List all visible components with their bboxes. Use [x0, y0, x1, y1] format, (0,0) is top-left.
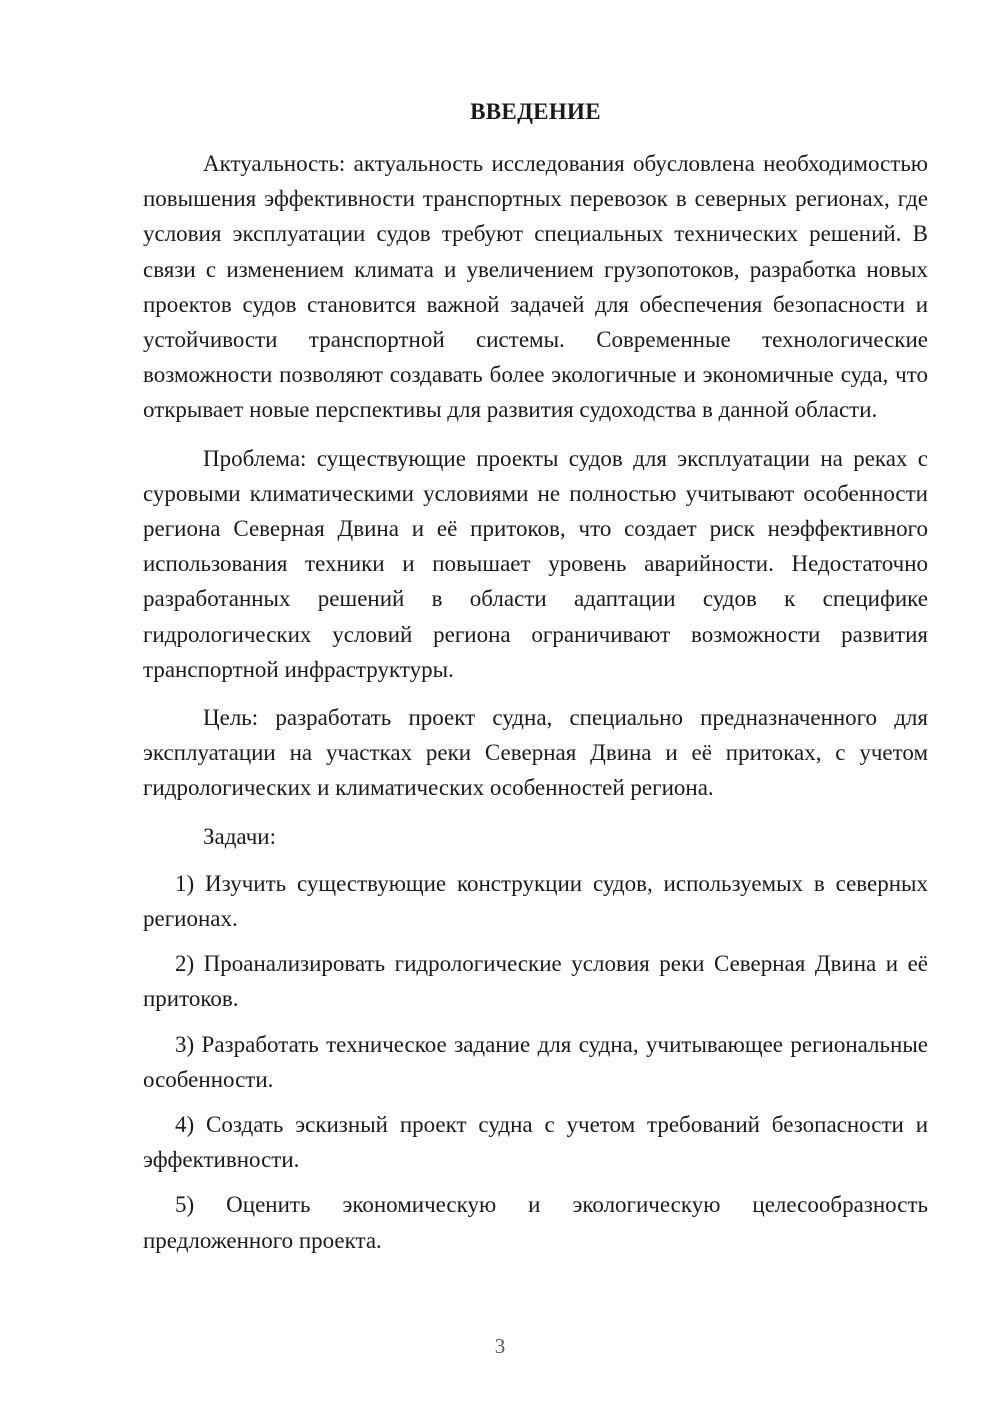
document-page — [143, 92, 928, 1258]
page-title: ВВЕДЕНИЕ — [470, 99, 601, 124]
paragraph-problem: Проблема: существующие проекты судов для эксплуатации на реках с суровыми климатическими условиями не полностью учитывают особенности региона Северная Двина и её притоков, что создает риск неэффективного использования техники и повышает уровень аварийности. Недостаточно разработанных решений в области адаптации судов к специфике гидрологических условий региона ограничивают возможности развития транспортной инфраструктуры. — [143, 445, 928, 682]
task-item: 2) Проанализировать гидрологические условия реки Северная Двина и её притоков. — [143, 951, 928, 1012]
task-item: 4) Создать эскизный проект судна с учетом требований безопасности и эффективности. — [143, 1112, 928, 1173]
paragraph-goal: Цель: разработать проект судна, специально предназначенного для эксплуатации на участках реки Северная Двина и её притоках, с учетом гидрологических и климатических особенностей региона. — [143, 705, 928, 801]
task-item: 3) Разработать техническое задание для судна, учитывающее региональные особенности. — [143, 1031, 928, 1092]
tasks-list — [143, 866, 928, 1258]
task-item: 5) Оценить экономическую и экологическую целесообразность предложенного проекта. — [143, 1192, 928, 1253]
task-item: 1) Изучить существующие конструкции судов, используемых в северных регионах. — [143, 870, 928, 932]
tasks-heading: Задачи: — [203, 823, 276, 849]
page-number: 3 — [494, 1334, 506, 1358]
paragraph-actuality: Актуальность: актуальность исследования обусловлена необходимостью повышения эффективности транспортных перевозок в северных регионах, где условия эксплуатации судов требуют специальных технических решений. В связи с изменением климата и увеличением грузопотоков, разработка новых проектов судов становится важной задачей для обеспечения безопасности и устойчивости транспортной системы. Современные технологические возможности позволяют создавать более экологичные и экономичные суда, что открывает новые перспективы для развития судоходства в данной области. — [143, 151, 928, 423]
